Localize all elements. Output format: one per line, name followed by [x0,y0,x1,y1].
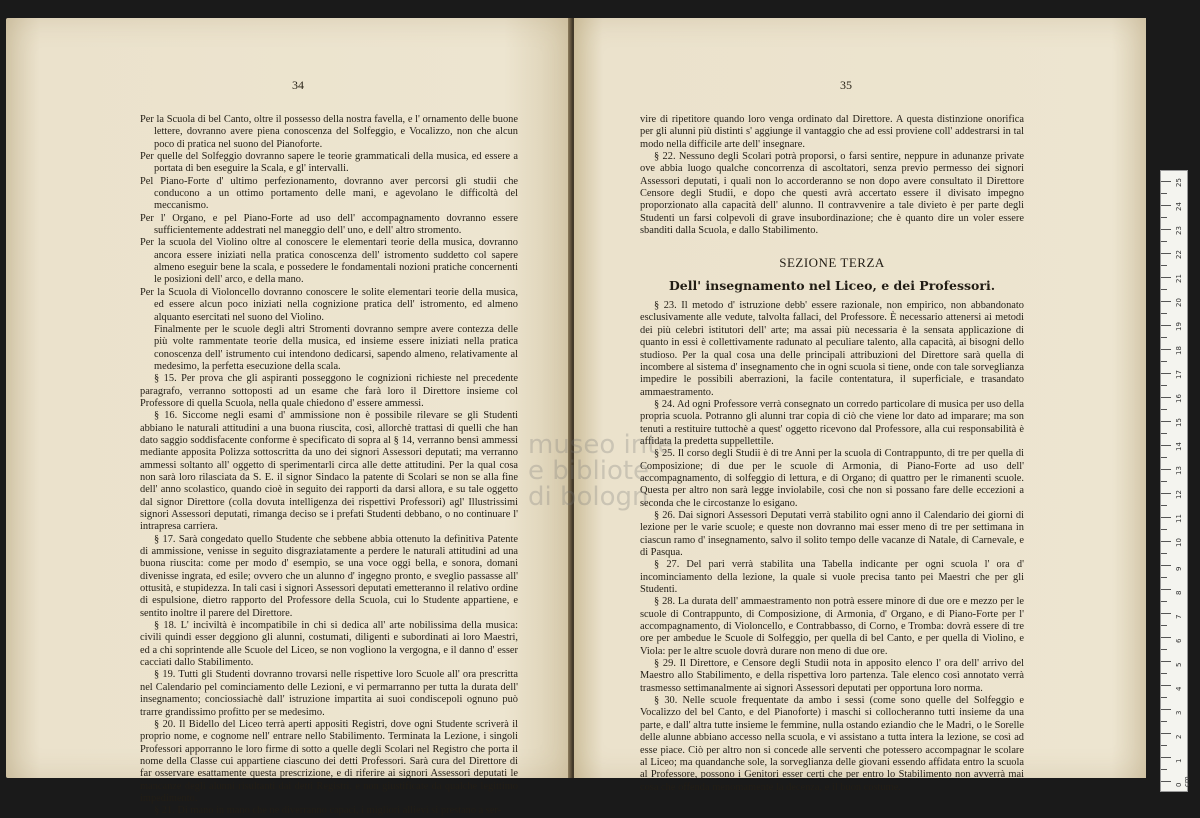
paragraph: Per la Scuola di Violoncello dovranno conoscere le solite elementari teorie della musica, ed essere alcun poco iniziati nella cognizione pratica dell' istromento, ed almeno alquanto esercitati nel suono del Violino. [140,286,518,323]
ruler-tick [1161,349,1171,350]
watermark-line: di bologn [528,482,649,512]
right-page-number: 35 [840,78,852,92]
ruler-label: 6 [1175,638,1183,643]
ruler-tick [1161,205,1171,206]
right-paragraphs-before [640,114,1024,237]
ruler-tick [1161,745,1167,746]
paragraph: § 20. Il Bidello del Liceo terrà aperti appositi Registri, dove ogni Studente scriverà il proprio nome, e cognome nell' entrare nello Stabilimento. Terminata la Lezione, i singoli Professori apporranno le loro firme di sotto a quelle degli Scolari nel Registro che porta il nome della Classe cui appartiene ciascuno dei detti Professori. Sarà cura del Direttore di far osservare esattamente questa prescrizione, e di riferire ai signori Assessori deputati le mancanze degli alunni risultanti dai detti Registri, e non giustificate da qualche legittimo impedimento. [140,718,518,804]
paragraph: § 17. Sarà congedato quello Studente che sebbene abbia ottenuto la definitiva Patente di ammissione, venisse in seguito disgraziatamente a perdere le naturali attitudini ad una buona riuscita: come per modo d' esempio, se una voce oggi bella, e sonora, domani divenisse ingrata, ed esile; ovvero che un alunno d' ingegno pronto, e sveglio passasse all' ottusità, e stupidezza. In tali casi i signori Assessori deputati emetteranno il relativo ordine di espulsione, dietro rapporto del Professore della Scuola, cui lo Studente appartiene, e sentito inoltre il parere del Direttore. [140,533,518,619]
ruler-tick [1161,481,1167,482]
ruler-tick [1161,625,1167,626]
watermark-line: e bibliote [528,456,650,486]
paragraph: § 27. Del pari verrà stabilita una Tabella indicante per ogni scuola l' ora d' incominciamento della lezione, la quale si vuole precisa tanto pei Maestri che per gli Studenti. [640,559,1024,596]
ruler-label: 1 [1175,758,1183,763]
ruler-label: 10 [1175,538,1183,547]
ruler-label: 8 [1175,590,1183,595]
left-page-text [140,114,518,818]
ruler-tick [1161,469,1171,470]
ruler-tick [1161,685,1171,686]
paragraph: Per la scuola del Violino oltre al conoscere le elementari teorie della musica, dovranno ancora essere iniziati nella pratica conoscenza dell' istromento suddetto col sapere almeno eseguir bene la scala, e possedere le fondamentali nozioni pratiche concernenti le posizioni dell' arco, e della mano. [140,237,518,286]
paragraph: § 29. Il Direttore, e Censore degli Studii nota in apposito elenco l' ora dell' arrivo del Maestro allo Stabilimento, e della rispettiva loro partenza. Tale elenco così annotato verrà trasmesso settimanalmente ai signori Assessori deputati per opportuna loro norma. [640,658,1024,694]
ruler-tick [1161,757,1171,758]
ruler-tick [1161,661,1171,662]
ruler-tick [1161,385,1167,386]
paragraph: § 25. Il corso degli Studii è di tre Anni per la scuola di Contrappunto, di tre per quella di Composizione; di due per le scuole di Armonia, di Piano-Forte ad uso dell' accompagnamento, di solfeggio di lettura, e di Organo; di quattro per le rimanenti scuole. Questa per altro non sarà legge inviolabile, così che non si possano fare delle eccezioni a seconda che le circostanze lo esigano. [640,448,1024,509]
ruler-tick [1161,337,1167,338]
ruler-label: 22 [1175,250,1183,259]
paragraph: Pel Piano-Forte d' ultimo perfezionamento, dovranno aver percorsi gli studii che conducono a un ottimo portamento delle mani, e agevolano le difficoltà del meccanismo. [140,175,518,212]
ruler-tick [1161,493,1171,494]
ruler-label: 24 [1175,202,1183,211]
ruler-tick [1161,637,1171,638]
ruler-tick [1161,409,1167,410]
ruler-tick [1161,733,1171,734]
ruler-tick [1161,433,1167,434]
paragraph: Per l' Organo, e pel Piano-Forte ad uso dell' accompagnamento dovranno essere sufficientemente addestrati nel maneggio dell' uno, e dell' altro stromento. [140,212,518,237]
paragraph: § 26. Dai signori Assessori Deputati verrà stabilito ogni anno il Calendario dei giorni di lezione per le varie scuole; e queste non dovranno mai esser meno di tre per settimana in ciascun ramo d' insegnamento, salvo il solito tempo delle vacanze di Natale, di Carnevale, e di Pasqua. [640,509,1024,558]
paragraph: § 24. Ad ogni Professore verrà consegnato un corredo particolare di musica per uso della propria scuola. Potranno gli alunni trar copia di ciò che viene lor dato ad imparare; ma son tenuti a restituire tuttochè a quest' oggetto ricevono dal Professore, alla cui responsabilità è affidata la predetta suppellettile. [640,398,1024,447]
ruler-tick [1161,673,1167,674]
ruler-label: 11 [1175,514,1183,523]
ruler-tick [1161,517,1171,518]
ruler-label: 13 [1175,466,1183,475]
ruler-tick [1161,649,1167,650]
paragraph: Finalmente per le scuole degli altri Stromenti dovranno sempre avere contezza delle più volte rammentate teorie della musica, ed insieme essere iniziati nella pratica conoscenza dell' istrumento cui intendono dedicarsi, sapendo almeno, relativamente al medesimo, la perfetta esecuzione della scala. [154,323,518,372]
ruler-tick [1161,289,1167,290]
ruler-tick [1161,697,1167,698]
ruler-label: 25 [1175,178,1183,187]
ruler-label: 4 [1175,686,1183,691]
paragraph: vire di ripetitore quando loro venga ordinato dal Direttore. A questa distinzione onorifica per gli alunni più distinti s' aggiunge il vantaggio che ad essi proviene coll' addestrarsi in tal modo nella difficile arte dell' insegnare. [640,114,1024,150]
ruler-label: 23 [1175,226,1183,235]
paragraph: § 18. L' inciviltà è incompatibile in chi si dedica all' arte nobilissima della musica: civili quindi esser deggiono gli alunni, costumati, diligenti e subordinati ai loro Maestri, ed a chi soprintende alle Scuole del Liceo, se non vogliono la vergogna, e il danno d' esser cacciati dallo Stabilimento. [140,620,518,669]
ruler-label: 17 [1175,370,1183,379]
left-page-number: 34 [292,78,304,92]
ruler-tick [1161,565,1171,566]
ruler-tick [1161,457,1167,458]
ruler-label: 2 [1175,734,1183,739]
ruler-label: 20 [1175,298,1183,307]
right-page-text [640,114,1024,794]
paragraph: § 30. Nelle scuole frequentate da ambo i sessi (come sono quelle del Solfeggio e Vocalizzo del bel Canto, e del Pianoforte) i maschi si collocheranno tutti insieme da una parte, e dall' altra tutte insieme le femmine, nulla ostando eziandio che le Madri, o le Sorelle delle alunne abbiano accesso nella scuola, e vi assistano a tutta intera la lezione, se così ad esse piace. Ciò per altro non si concede alle serventi che potessero accompagnar le scolare al Liceo; ma quandanche sole, la sorveglianza delle giovani essendo affidata entro la scuola al Professore, possono i Genitori esser certi che per entro lo Stabilimento non avverrà mai cosa che offenda menomamente la decenza, e il buon costume. [640,695,1024,793]
paragraph: § 23. Il metodo d' istruzione debb' essere razionale, non empirico, non abbandonato esclusivamente alle vedute, talvolta fallaci, del Professore. È necessario attenersi ai metodi dei più celebri istitutori dell' arte; ma assai più necessaria è la sensata applicazione di quanto in essi è collettivamente radunato al peculiare talento, alla capacità, ai bisogni dello studioso. Per la qual cosa una delle principali attribuzioni del Direttore sarà quella di incombere al sistema d' insegnamento che in ogni scuola si tiene, onde con tale sorveglianza impedire le possibili aberrazioni, la facile contentatura, il superficiale, e trasandato ammaestramento. [640,300,1024,398]
ruler-label: 18 [1175,346,1183,355]
ruler-tick [1161,601,1167,602]
ruler-label: 14 [1175,442,1183,451]
ruler-tick [1161,181,1171,182]
ruler-label: 16 [1175,394,1183,403]
ruler-label: 19 [1175,322,1183,331]
paragraph: § 16. Siccome negli esami d' ammissione non è possibile rilevare se gli Studenti abbiano le naturali attitudini a una buona riuscita, così, allorchè trattasi di quelli che han dato saggio soddisfacente conforme è specificato di sopra al § 14, verranno bensì ammessi mediante apposita Polizza sottoscritta da uno dei signori Assessori deputati; ma verranno ammessi soltanto all' oggetto di sperimentarli circa alle dette attitudini. Per la qual cosa non sarà loro rilasciata da S. E. il signor Sindaco la patente di Scolari se non se alla fine dell' anno scolastico, quando cioè in seguito dei rapporti da darsi allora, e su tale oggetto dal signor Direttore (colla dovuta intelligenza dei rispettivi Professori) agl' Illustrissimi signori Assessori deputati, rimanga deciso se i prefati Studenti debbano, o no continuare l' intrapresa carriera. [140,410,518,533]
ruler-tick [1161,253,1171,254]
ruler-label: 3 [1175,710,1183,715]
ruler-tick [1161,577,1167,578]
paragraph: Per la Scuola di bel Canto, oltre il possesso della nostra favella, e l' ornamento delle buone lettere, dovranno avere piena conoscenza del Solfeggio, e Vocalizzo, non che alcun poco di pratica nel suono del Pianoforte. [140,114,518,150]
book-spread [0,18,1158,817]
library-watermark [528,432,673,510]
ruler-tick [1161,397,1171,398]
ruler-tick [1161,553,1167,554]
ruler-tick [1161,301,1171,302]
ruler-tick [1161,229,1171,230]
ruler-tick [1161,193,1167,194]
ruler-tick [1161,241,1167,242]
ruler-tick [1161,781,1171,782]
section-title: SEZIONE TERZA [779,255,885,271]
ruler-tick [1161,325,1171,326]
ruler-label: 9 [1175,566,1183,571]
ruler-label: 7 [1175,614,1183,619]
paragraph: § 22. Nessuno degli Scolari potrà proporsi, o farsi sentire, neppure in adunanze private ove abbia luogo qualche concorrenza di ascoltatori, senza previo permesso dei signori Assessori deputati, i quali non lo accorderanno se non dopo avere consultato il Direttore Censore degli Studii, e dopo che questi avrà accertato essere il divisato impegno proporzionato alla capacità dell' alunno. Il contravvenire a tale divieto è per parte degli Studenti un farsi colpevoli di grave insubordinazione; che è quanto dire un voler essere sbanditi dalla Scuola, e dallo Stabilimento. [640,151,1024,237]
ruler-label: 5 [1175,662,1183,667]
section-subtitle: Dell' insegnamento nel Liceo, e dei Professori. [668,277,996,293]
ruler-tick [1161,541,1171,542]
measurement-ruler [1160,170,1191,792]
paragraph: § 15. Per prova che gli aspiranti posseggono le cognizioni richieste nel precedente paragrafo, verranno sottoposti ad un esame che farà loro il Direttore insieme col Professore di quella Scuola, nella quale chiedono d' essere ammessi. [140,373,518,409]
paragraph: § 28. La durata dell' ammaestramento non potrà essere minore di due ore e mezzo per le scuole di Contrappunto, di Composizione, di Armonia, d' Organo, e di Piano-Forte per l' accompagnamento, di Violoncello, e Contrabbasso, di Corno, e Tromba: dovrà essere di tre ore per ambedue le Scuole di Solfeggio, per quella di bel Canto, e per quella di Violino, e Viola: per le altre scuole dovrà durare non meno di due ore. [640,596,1024,657]
ruler-tick [1161,505,1167,506]
ruler-tick [1161,769,1167,770]
ruler-tick [1161,529,1167,530]
ruler-tick [1161,613,1171,614]
ruler-tick [1161,589,1171,590]
paragraph: § 21. Di mano in mano che ne diverranno capaci, i migliori allievi si prestano a ser- [154,805,502,817]
paragraph: § 19. Tutti gli Studenti dovranno trovarsi nelle rispettive loro Scuole all' ora prescritta nel Calendario pel cominciamento delle Lezioni, e vi permarranno per tutta la durata dell' insegnamento; conciossiachè dall' istruzione impartita ai suoi condiscepoli ognuno può trarre grandissimo profitto per se medesimo. [140,669,518,718]
watermark-line: museo inte [528,430,674,460]
ruler-label: 21 [1175,274,1183,283]
ruler-tick [1161,421,1171,422]
ruler-label: 12 [1175,490,1183,499]
ruler-tick [1161,373,1171,374]
right-paragraphs-after [640,300,1024,794]
ruler-tick [1161,277,1171,278]
ruler-tick [1161,313,1167,314]
ruler-label: 15 [1175,418,1183,427]
ruler-label: 0 cm [1175,776,1191,787]
ruler-tick [1161,265,1167,266]
ruler-tick [1161,721,1167,722]
ruler-tick [1161,709,1171,710]
paragraph: Per quelle del Solfeggio dovranno sapere le teorie grammaticali della musica, ed essere a portata di ben eseguire la Scala, e gl' intervalli. [140,151,518,175]
ruler-tick [1161,361,1167,362]
ruler-tick [1161,217,1167,218]
ruler-tick [1161,445,1171,446]
